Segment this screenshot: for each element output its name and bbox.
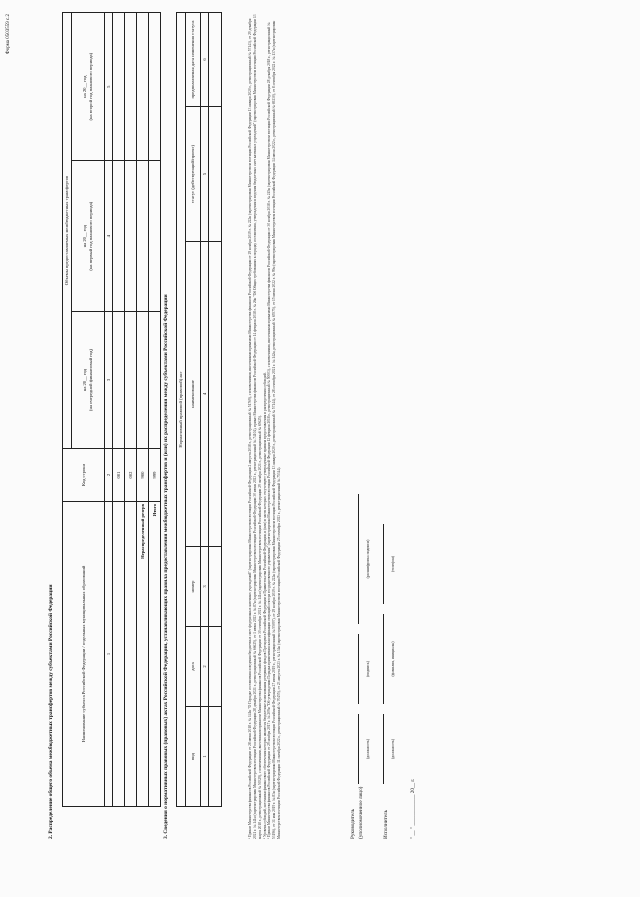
executor-label: Исполнитель [383,809,389,839]
table-row: 002 [125,13,137,807]
colnum: 3 [104,312,113,449]
colnum: 6 [200,13,209,107]
distribution-table [62,12,161,807]
head-subject: Наименование субъекта Российской Федерации / отдельных муниципальных образований [63,502,105,807]
exec-phone-line[interactable] [383,524,384,604]
head-date: дата [185,627,200,707]
head-signature-line[interactable] [358,634,359,704]
colnum: 1 [200,707,209,807]
head-year1: на 20__ год (на очередной финансовый год) [71,312,104,449]
caption: (телефон) [391,556,395,572]
table-row: 001 [113,13,125,807]
colnum: 5 [200,107,209,242]
form-code: Форма 0503559 с.2 [6,14,11,55]
table-row: Нераспределенный резерв 900 [137,13,149,807]
head-label: Руководитель [350,808,356,839]
acts-table [176,12,222,807]
head-name: наименование [185,242,200,547]
caption: (расшифровка подписи) [366,539,370,579]
section2-title: 2. Распределение общего объема межбюджетных трансфертов между субъектами Российской Федерации [48,584,54,839]
footnote: ² Уровень субсидий, источники финансового обеспечения которых являются бюджетные ассигнования резервных фондов Президента Российской Федерации и Правительства Российской Федерации, и (или) в части которых отсутствуют утвержденные правила предоставления и распределения субсидий. [262,372,267,839]
colnum: 3 [200,547,209,627]
colnum: 2 [200,627,209,707]
caption: (должность) [391,739,395,759]
caption: (фамилия, инициалы) [391,641,395,677]
head-decoding-line[interactable] [358,494,359,624]
footnote: ¹ Приказ Министерства финансов Российской Федерации от 28 июня 2018 г. № 141н "О Порядке составления и ведения бюджетных смет федеральных казенных учреждений" (зарегистрирован Министерством юстиции Российской Федерации 2 августа 2018 г., регистрационный № 51769), с изменениями, внесенными приказами Министерства финансов Российской Федерации от 29 ноября 2019 г. № 222н (зарегистрирован Министерством юстиции Российской Федерации 13 января 2020 г., регистрационный № 57143), от 29 декабря 2021 г. № 141н (зарегистрирован Министерством юстиции Российской Федерации 28 декабря 2021 г., регистрационный № 66625), от 1 июня 2023 г. № 87н (зарегистрирован Министерством юстиции Российской Федерации 30 июня 2023 г., регистрационный № 74104), приказ Министерства финансов Российской Федерации от 14 февраля 2018 г. № 26н "Об Общих требованиях к порядку составления, утверждения и ведения бюджетных смет казенных учреждений" (зарегистрирован Министерством юстиции Российской Федерации 13 марта 2018 г., регистрационный № 50329), с изменениями, внесенными приказом Министерства финансов Российской Федерации от 30 сентября 2021 г. № 141н (зарегистрирован Министерством юстиции Российской Федерации 29 октября 2021 г., регистрационный № 65625). [248,14,262,839]
colnum: 5 [104,13,113,161]
exec-position-line[interactable] [383,714,384,784]
colnum: 4 [104,161,113,312]
head-status: статус (действующий/проект) [185,107,200,242]
head-status-date: предполагаемая дата изменения статуса [185,13,200,107]
footnotes [248,14,282,839]
head-volume: Объемы предоставляемых межбюджетных трансфертов [63,13,72,449]
colnum: 2 [104,449,113,502]
exec-fio-line[interactable] [383,614,384,704]
section3-title: 3. Сведения о нормативных правовых (правовых) актах Российской Федерации, устанавливающих правила предоставления межбюджетных трансфертов и (или) их распределения между субъектами Российской Федерации [163,294,169,839]
signature-block [350,339,445,839]
head-position-line[interactable] [358,714,359,784]
table-row: Итого 999 [149,13,161,807]
footnote: ³ Приказ Министерства финансов Российской Федерации от 29 ноября 2017 г. № 209н "Об утверждении Порядка применения классификации операций сектора государственного управления" (зарегистрирован Министерством юстиции Российской Федерации 12 февраля 2018 г., регистрационный № 50003), с изменениями, внесенными приказами Министерства финансов Российской Федерации от 30 ноября 2018 г. № 245н (зарегистрирован Министерством юстиции Российской Федерации 28 декабря 2018 г., регистрационный № 53196), от 31 мая 2019 г. № 83н (зарегистрирован Министерством юстиции Российской Федерации 27 июня 2019 г., регистрационный № 55097), от 29 ноября 2019 г. № 222н (зарегистрирован Министерством юстиции Российской Федерации 13 января 2020 г., регистрационный № 57144), от 28 сентября 2021 г. № 142н, регистрационный № 65575), от 15 июня 2022 г. № 99н (зарегистрирован Министерством юстиции Российской Федерации 14 июля 2022 г., регистрационный № 69230), от 8 сентября 2022 г. № 137н (зарегистрирован Министерством юстиции Российской Федерации 11 октября 2022 г., регистрационный № 70455), от 23 августа 2023 г. № 134н (зарегистрирован Министерством юстиции Российской Федерации 25 сентября 2023 г., регистрационный № 75344). [267,20,282,839]
head-year2: на 20__ год (на первый год планового периода) [71,161,104,312]
caption: (подпись) [366,661,370,677]
caption: (должность) [366,739,370,759]
colnum: 4 [200,242,209,547]
head-act: Нормативный правовой (правовой) акт [177,13,186,807]
head-type: вид [185,707,200,807]
colnum: 1 [104,502,113,807]
table-row [209,13,222,807]
head-code: Код строки [63,449,105,502]
date-line[interactable]: " __ " ____________ 20__ г. [410,778,416,839]
head-label-2: (уполномоченное лицо) [358,786,364,839]
head-number: номер [185,547,200,627]
head-year3: на 20__ год (на второй год планового периода) [71,13,104,161]
